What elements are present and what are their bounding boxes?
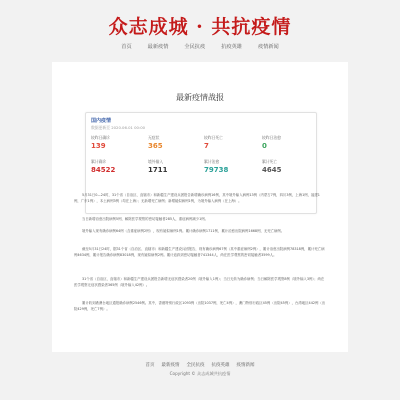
stat-value: 365	[148, 142, 163, 150]
stat-label: 较昨日确诊	[91, 135, 110, 140]
stat-value: 84522	[91, 166, 116, 174]
stat-label: 无症状	[148, 135, 160, 140]
article-paragraph: 境外输入现有确诊病例64例（含重症病例2例），现有疑似病例1例。累计确诊病例1711例，累计治愈出院病例1668例，无死亡病例。	[82, 229, 285, 233]
article-paragraph: 截至5月31日24时，据31个省（自治区、直辖市）和新疆生产建设兵团报告，现有确诊病例67例（其中重症病例2例），累计治愈出院病例78318例，累计死亡病例4634例，累计报告确诊病例83018例，现有疑似病例2例。累计追踪到密切接触者741344人，尚在医学观察的密切接触者3599人。	[74, 247, 325, 258]
article-paragraph: 31个省（自治区、直辖市）和新疆生产建设兵团报告新增无症状感染者20例（境外输入1例）；当日无转为确诊病例；当日解除医学观察8例（境外输入3例）；尚在医学观察无症状感染者365例（境外输入42例）。	[74, 277, 325, 288]
stat-label: 境外输入	[148, 159, 164, 164]
stat-value: 7	[204, 142, 209, 150]
stat-label: 累计治愈	[204, 159, 220, 164]
footer-nav	[0, 362, 400, 370]
stat-value: 1711	[148, 166, 168, 174]
stat-label: 累计确诊	[91, 159, 107, 164]
stat-value: 0	[262, 142, 267, 150]
stat-new-deaths	[204, 135, 256, 151]
article-title: 最新疫情战报	[176, 93, 224, 102]
stat-new-cured	[262, 135, 314, 151]
stat-imported	[148, 159, 200, 175]
article-paragraph: 累计收到港澳台地区通报确诊病例2546例。其中，香港特别行政区1093例（出院1037例，死亡4例），澳门特别行政区45例（出院45例），台湾地区442例（出院429例，死亡7例）。	[74, 301, 326, 312]
footer-link-home[interactable]: 首页	[145, 363, 155, 368]
card-title: 国内疫情	[91, 118, 112, 124]
stat-asymptomatic	[148, 135, 200, 151]
stat-new-confirmed	[91, 135, 143, 151]
nav-item-home[interactable]: 首页	[121, 44, 132, 50]
article-paragraph: 当日新增治愈出院病例5例，解除医学观察的密切接触者285人，重症病例减少1例。	[82, 217, 209, 221]
stat-label: 较昨日治愈	[262, 135, 281, 140]
site-title: 众志成城 · 共抗疫情	[108, 16, 292, 38]
stat-label: 较昨日死亡	[204, 135, 223, 140]
content-panel	[52, 62, 348, 352]
stat-total-confirmed	[91, 159, 143, 175]
nav-item-fight[interactable]: 全民抗疫	[184, 44, 206, 50]
stat-total-deaths	[262, 159, 314, 175]
footer-link-latest[interactable]: 最新疫情	[161, 363, 180, 368]
nav-item-news[interactable]: 疫情新闻	[257, 44, 279, 50]
footer-link-heroes[interactable]: 抗疫英雄	[211, 363, 230, 368]
nav-item-heroes[interactable]: 抗疫英雄	[221, 44, 242, 50]
top-nav	[0, 42, 400, 52]
stat-value: 4645	[262, 166, 282, 174]
stat-value: 79738	[204, 166, 229, 174]
nav-item-latest[interactable]: 最新疫情	[147, 44, 169, 50]
stat-value: 139	[91, 142, 106, 150]
stat-total-cured	[204, 159, 256, 175]
footer-link-news[interactable]: 疫情新闻	[236, 363, 255, 368]
article-paragraph: 5月31日0—24时，31个省（自治区、直辖市）和新疆生产建设兵团报告新增确诊病例16例，其中境外输入病例13例（内蒙古7例，四川3例，上海1例，福建1例，广东1例），本土病例3例（均在上海）；无新增死亡病例；新增疑似病例1例，为境外输入病例（在上海）。	[74, 193, 320, 204]
copyright: Copyright © 众志成城共抗疫情	[169, 371, 231, 376]
footer-link-fight[interactable]: 全民抗疫	[186, 363, 205, 368]
stat-label: 累计死亡	[262, 159, 278, 164]
card-update-time: 数据更新至 2020.06.01 00:00	[91, 125, 146, 130]
